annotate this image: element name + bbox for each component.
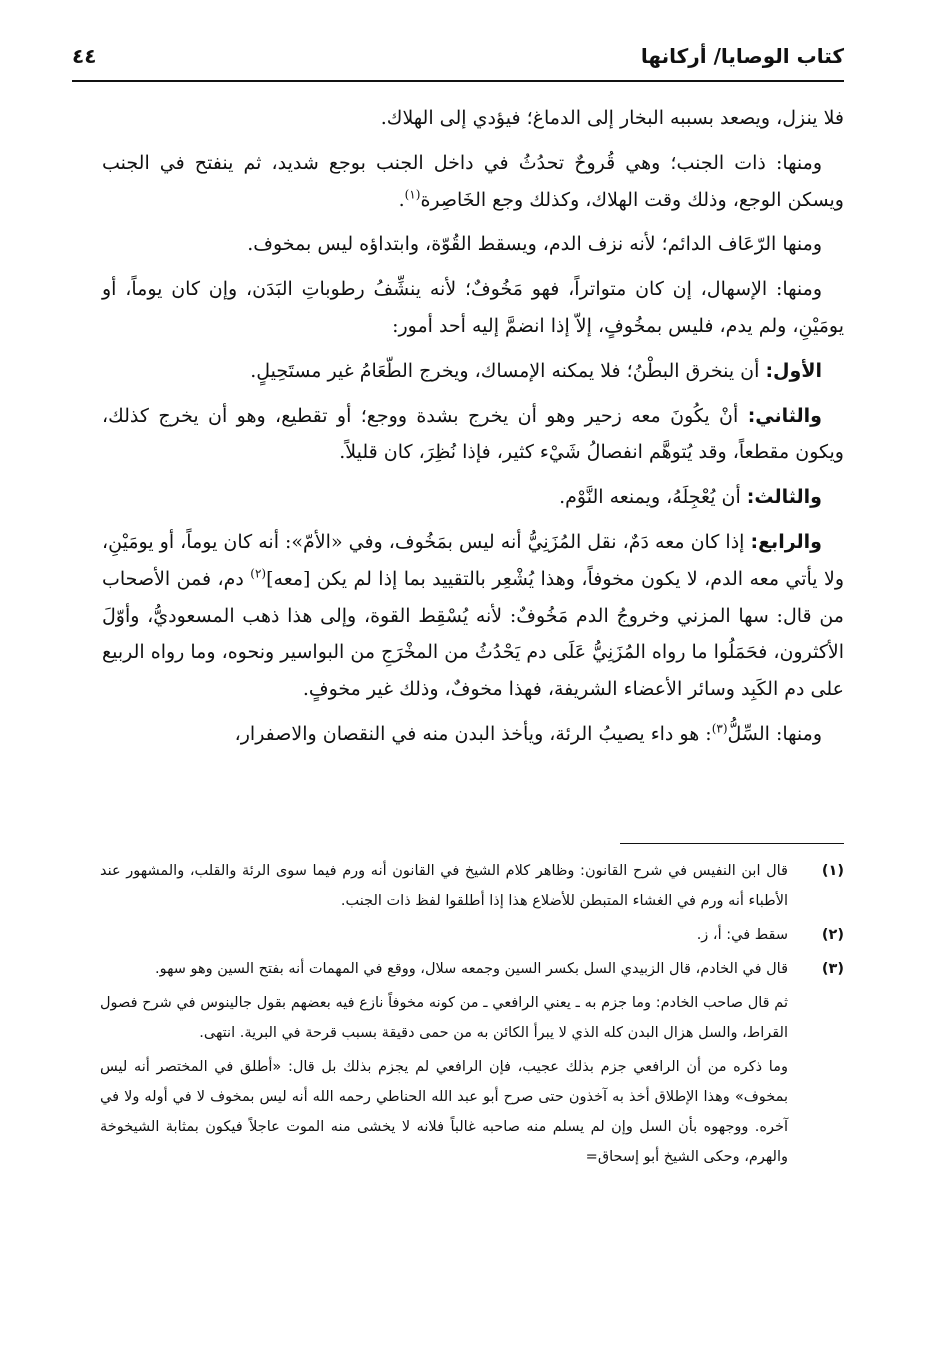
footnote-ref: (١) [404,187,421,202]
paragraph [102,353,844,390]
paragraph-text: أن ينخرق البطْنُ؛ فلا يمكنه الإمساك، ويخرج الطّعَامُ غير مستَحِيلٍ. [250,359,766,382]
paragraph-text: إذا كان معه دَمٌ، نقل المُزَنِيُّ أنه ليس بمَخُوف، وفي «الأمّ»: أنه كان يوماً، أو يومَيْنِ، ولا يأتي معه الدم، لا يكون مخوفاً، وهذا يُشْعِر بالتقييد بما إذا لم يكن [معه] [102,530,845,590]
paragraph-text: ومنها: الإسهال، إن كان متواتراً، فهو مَخُوفٌ؛ لأنه ينشِّفُ رطوباتِ البَدَن، وإن كان يوماً، أو يومَيْنِ، ولم يدم، فليس بمخُوفٍ، إلاّ إذا انضمَّ إليه أحد أمور: [102,278,844,337]
paragraph-text: دم، فمن الأصحاب من قال: سها المزني وخروجُ الدم مَخُوفٌ: لأنه يُسْقِط القوة، وإلى هذا ذهب المسعوديُّ، وأوّلَ الأكثرون، فحَمَلُوا ما رواه المُزَنِيُّ عَلَى دم يَحْدُثُ من المخْرَجِ من البواسير ونحوه، وما رواه الربيع على دم الكَبِد وسائر الأعضاء الشريفة، فهذا مخوفٌ، وذلك غير مخوفٍ. [102,567,844,701]
footnote-text: قال ابن النفيس في شرح القانون: وظاهر كلام الشيخ في القانون أنه ورم فيما سوى الرئة والقلب، والمشهور عند الأطباء أنه ورم في الغشاء المتبطن للأضلاع هذا إذا أطلقوا لفظ ذات الجنب. [100,863,788,909]
footnote-continuation [100,1052,844,1172]
footnote [100,954,844,984]
paragraph-text: ومنها: ذات الجنب؛ وهي قُروحٌ تحدُثُ في داخل الجنب بوجع شديد، ثم ينفتح في الجنب ويسكن الوجع، وذلك وقت الهلاك، وكذلك وجع الخَاصِرة [102,151,844,211]
paragraph [102,524,844,708]
paragraph [102,100,844,137]
header-rule [72,80,844,82]
paragraph-text: فلا ينزل، ويصعد بسببه البخار إلى الدماغ؛ فيؤدي إلى الهلاك. [380,107,844,129]
item-lead: والثاني: [747,404,822,427]
footnote-ref: (٣) [711,721,728,736]
paragraph-text: ومنها الرّعَاف الدائم؛ لأنه نزف الدم، ويسقط القُوّة، وابتداؤه ليس بمخوف. [247,233,822,256]
footnote-text: قال في الخادم، قال الزبيدي السل بكسر السين وجمعه سلال، ووقع في المهمات أنه بفتح السين وهو سهو. [154,961,788,977]
footnotes [100,856,844,1176]
paragraph-text: : هو داء يصيبُ الرئة، ويأخذ البدن منه في النقصان والاصفرار، [234,722,712,745]
paragraph-text: . [398,188,405,211]
footnote-continuation [100,988,844,1048]
page-header [72,38,844,78]
footnote-separator [620,843,844,844]
footnote [100,856,844,916]
paragraph-text: ومنها: السِّلُّ [727,722,822,745]
paragraph [102,716,844,753]
footnote-number: (١) [821,863,844,879]
page-number: ٤٤ [72,44,97,68]
footnote-ref: (٢) [250,566,267,581]
footnote-number: (٣) [821,961,844,977]
item-lead: والثالث: [746,486,822,509]
footnote-number: (٢) [821,927,844,943]
item-lead: والرابع: [750,530,822,553]
footnote [100,920,844,950]
paragraph [102,398,844,472]
footnote-text: سقط في: أ، ز. [696,927,788,943]
running-title: كتاب الوصايا/ أركانها [640,44,844,68]
paragraph [102,226,844,263]
paragraph-text: أنْ يكُونَ معه زحير وهو أن يخرج بشدة ووجع؛ أو تقطيع، وهو أن يخرج كذلك، ويكون مقطعاً، وقد يُتوهَّم انفصالُ شَيْء كثير، فإذا نُظِرَ، كان قليلاً. [102,404,844,464]
paragraph [102,479,844,516]
footnote-text: ثم قال صاحب الخادم: وما جزم به ـ يعني الرافعي ـ من كونه مخوفاً نازع فيه بعضهم بقول جالينوس في شرح فصول القراط، والسل هزال البدن كله الذي لا يبرأ الكائن به من حمى دقيقة بسبب قرحة في البرية. انتهى. [100,995,788,1041]
paragraph [102,145,844,219]
paragraph [102,271,844,345]
paragraph-text: أن يُعْجِلَهُ، ويمنعه النَّوْم. [559,486,747,509]
main-text [102,100,844,761]
footnote-text: وما ذكره من أن الرافعي جزم بذلك عجيب، فإن الرافعي لم يجزم بذلك بل قال: «أطلق في المختصر أنه ليس بمخوف» وهذا الإطلاق أخذ به آخذون حتى صرح أبو عبد الله الحناطي رحمه الله أنه ليس بمخوف لا في أوله ولا في آخره. ووجهوه بأن السل وإن لم يسلم منه صاحبه غالباً فلانه لا يخشى منه الموت عاجلاً فيكون بمثابة الشيخوخة والهرم، وحكى الشيخ أبو إسحاق= [100,1059,788,1165]
item-lead: الأول: [765,359,822,382]
